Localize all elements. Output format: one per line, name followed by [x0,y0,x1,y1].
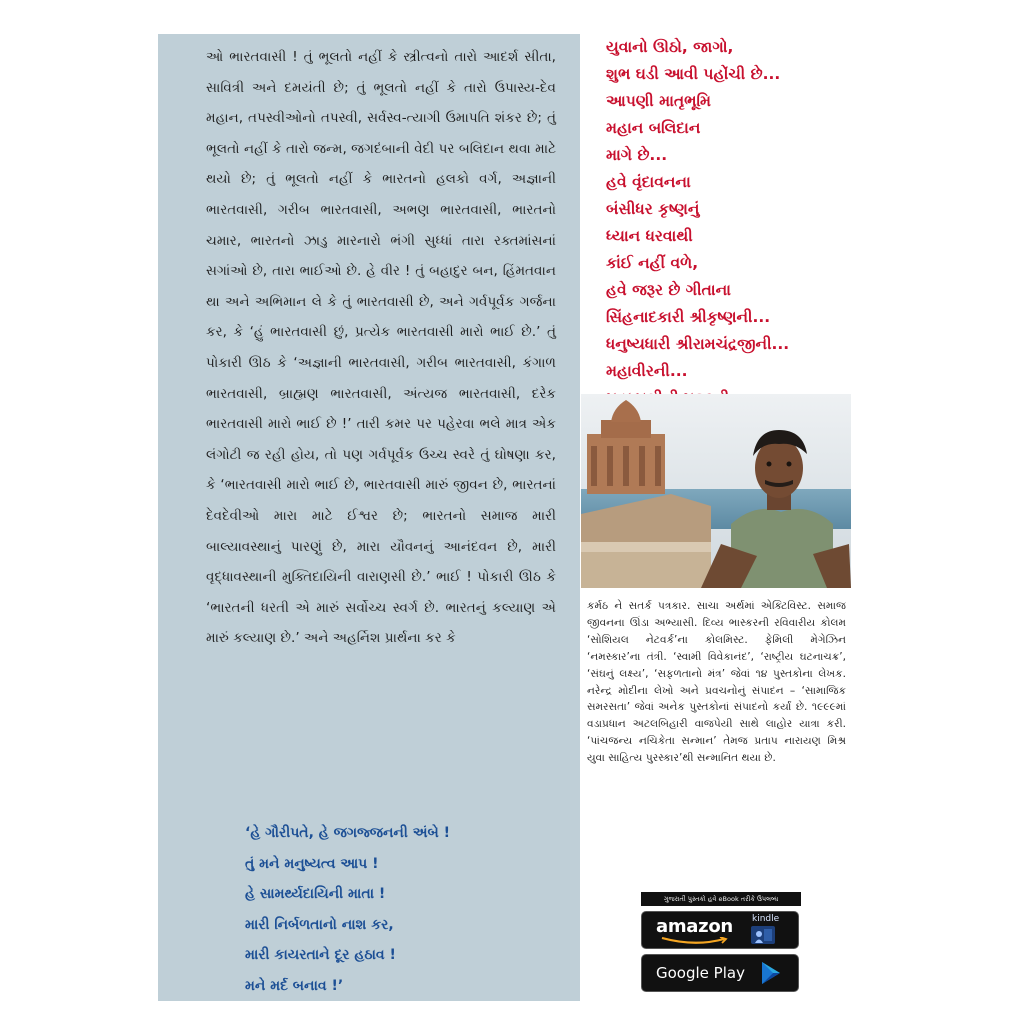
prayer-line: મારી કાયરતાને દૂર હઠાવ ! [245,947,396,964]
author-bio: કર્મઠ ને સતર્ક પત્રકાર. સાચા અર્થમાં એક્ટિવિસ્ટ. સમાજ જીવનના ઊંડા અભ્યાસી. દિવ્ય ભાસ્કરની રવિવારીય કોલમ ‘સોશિયલ નેટવર્ક’ના કોલમિસ્ટ. ફેમિલી મેગેઝિન ‘નમસ્કાર’ના તંત્રી. ‘સ્વામી વિવેકાનંદ’, ‘રાષ્ટ્રીય ઘટનાચક્ર’, ‘સંઘનું લક્ષ્ય’, ‘સફળતાનો મંત્ર’ જેવાં ૧૪ પુસ્તકોના લેખક. નરેન્દ્ર મોદીના લેખો અને પ્રવચનોનું સંપાદન – ‘સામાજિક સમરસતા’ જેવાં અનેક પુસ્તકોનાં સંપાદનો કર્યાં છે. ૧૯૯૯માં વડાપ્રધાન અટલબિહારી વાજપેયી સાથે લાહોર યાત્રા કરી. ‘પાંચજન્ય નચિકેતા સન્માન’ તેમજ પ્રતાપ નારાયણ મિશ્ર યુવા સાહિત્ય પુરસ્કાર’થી સન્માનિત થયા છે. [587,600,846,765]
quote-panel [158,34,580,1001]
poem-line: કાંઈ નહીં વળે, [606,254,699,272]
main-paragraph: ઓ ભારતવાસી ! તું ભૂલતો નહીં કે સ્ત્રીત્વનો તારો આદર્શ સીતા, સાવિત્રી અને દમયંતી છે; તું ભૂલતો નહીં કે તારો ઉપાસ્ય-દેવ મહાન, તપસ્વીઓનો તપસ્વી, સર્વસ્વ-ત્યાગી ઉમાપતિ શંકર છે; તું ભૂલતો નહીં કે તારો જન્મ, જગદંબાની વેદી પર બલિદાન થવા માટે થયો છે; તું ભૂલતો નહીં કે ભારતનો હલકો વર્ગ, અજ્ઞાની ભારતવાસી, ગરીબ ભારતવાસી, અભણ ભારતવાસી, ભારતનો ચમાર, ભારતનો ઝાડુ મારનારો ભંગી સુધ્ધાં તારા રક્તમાંસનાં સગાંઓ છે, તારા ભાઈઓ છે. હે વીર ! તું બહાદુર બન, હિંમતવાન થા અને અભિમાન લે કે તું ભારતવાસી છે, અને ગર્વપૂર્વક ગર્જના કર, કે ‘હું ભારતવાસી છું, પ્રત્યેક ભારતવાસી મારો ભાઈ છે.’ તું પોકારી ઊઠ કે ‘અજ્ઞાની ભારતવાસી, ગરીબ ભારતવાસી, કંગાળ ભારતવાસી, બ્રાહ્મણ ભારતવાસી, અંત્યજ ભારતવાસી, દરેક ભારતવાસી મારો ભાઈ છે !’ તારી કમર પર પહેરવા ભલે માત્ર એક લંગોટી જ રહી હોય, તો પણ ગર્વપૂર્વક ઉચ્ચ સ્વરે તું ઘોષણા કર, કે ‘ભારતવાસી મારો ભાઈ છે, ભારતવાસી મારું જીવન છે, ભારતનાં દેવદેવીઓ મારા માટે ઈશ્વર છે; ભારતનો સમાજ મારી બાલ્યાવસ્થાનું પારણું છે, મારા યૌવનનું આનંદવન છે, મારી વૃદ્ધાવસ્થાની મુક્તિદાયિની વારાણસી છે.’ ભાઈ ! પોકારી ઊઠ કે ‘ભારતની ધરતી એ મારું સર્વોચ્ચ સ્વર્ગ છે. ભારતનું કલ્યાણ એ મારું કલ્યાણ છે.’ અને અહર્નિશ પ્રાર્થના કર કે [206,49,556,647]
poem-line: ધનુષ્યધારી શ્રીરામચંદ્રજીની... [606,335,790,353]
poem-line: શુભ ઘડી આવી પહોંચી છે... [606,65,781,83]
prayer-line: તું મને મનુષ્યત્વ આપ ! [245,855,379,872]
right-column [587,34,851,1001]
prayer-line: મને મર્દ બનાવ !’ [245,977,344,994]
prayer-line: મારી નિર્બળતાનો નાશ કર, [245,916,394,933]
poem-line: હવે જરૂર છે ગીતાના [606,281,731,299]
google-play-label: Google Play [656,964,745,982]
google-play-icon [760,961,782,985]
poem-line: મહાવીરની... [606,362,688,380]
ebook-note: ગુજરાતી પુસ્તકો હવે eBook તરીકે ઉપલબ્ધ [641,892,801,906]
amazon-kindle-button[interactable] [641,911,799,949]
poem-line: આપણી માતૃભૂમિ [606,92,711,110]
author-photo [581,394,851,588]
author-photo-illustration [581,394,851,588]
book-page [158,34,851,1001]
poem [606,34,851,412]
ebook-badges [641,892,801,992]
poem-line: ધ્યાન ધરવાથી [606,227,693,245]
kindle-label: kindle [752,914,780,924]
amazon-smile-icon [660,937,730,945]
prayer-block [245,818,565,1002]
poem-line: યુવાનો ઊઠો, જાગો, [606,38,734,56]
poem-line: બંસીધર કૃષ્ણનું [606,200,700,218]
poem-line: સિંહનાદકારી શ્રીકૃષ્ણની... [606,308,771,326]
prayer-line: હે સામર્થ્યદાયિની માતા ! [245,886,386,903]
google-play-button[interactable] [641,954,799,992]
prayer-line: ‘હે ગૌરીપતે, હે જગજ્જનની અંબે ! [245,825,450,841]
main-text [206,42,556,654]
poem-line: માગે છે... [606,146,668,164]
kindle-icon [750,925,776,945]
poem-line: મહાન બલિદાન [606,119,701,137]
amazon-label: amazon [656,916,733,937]
poem-line: હવે વૃંદાવનના [606,173,691,191]
